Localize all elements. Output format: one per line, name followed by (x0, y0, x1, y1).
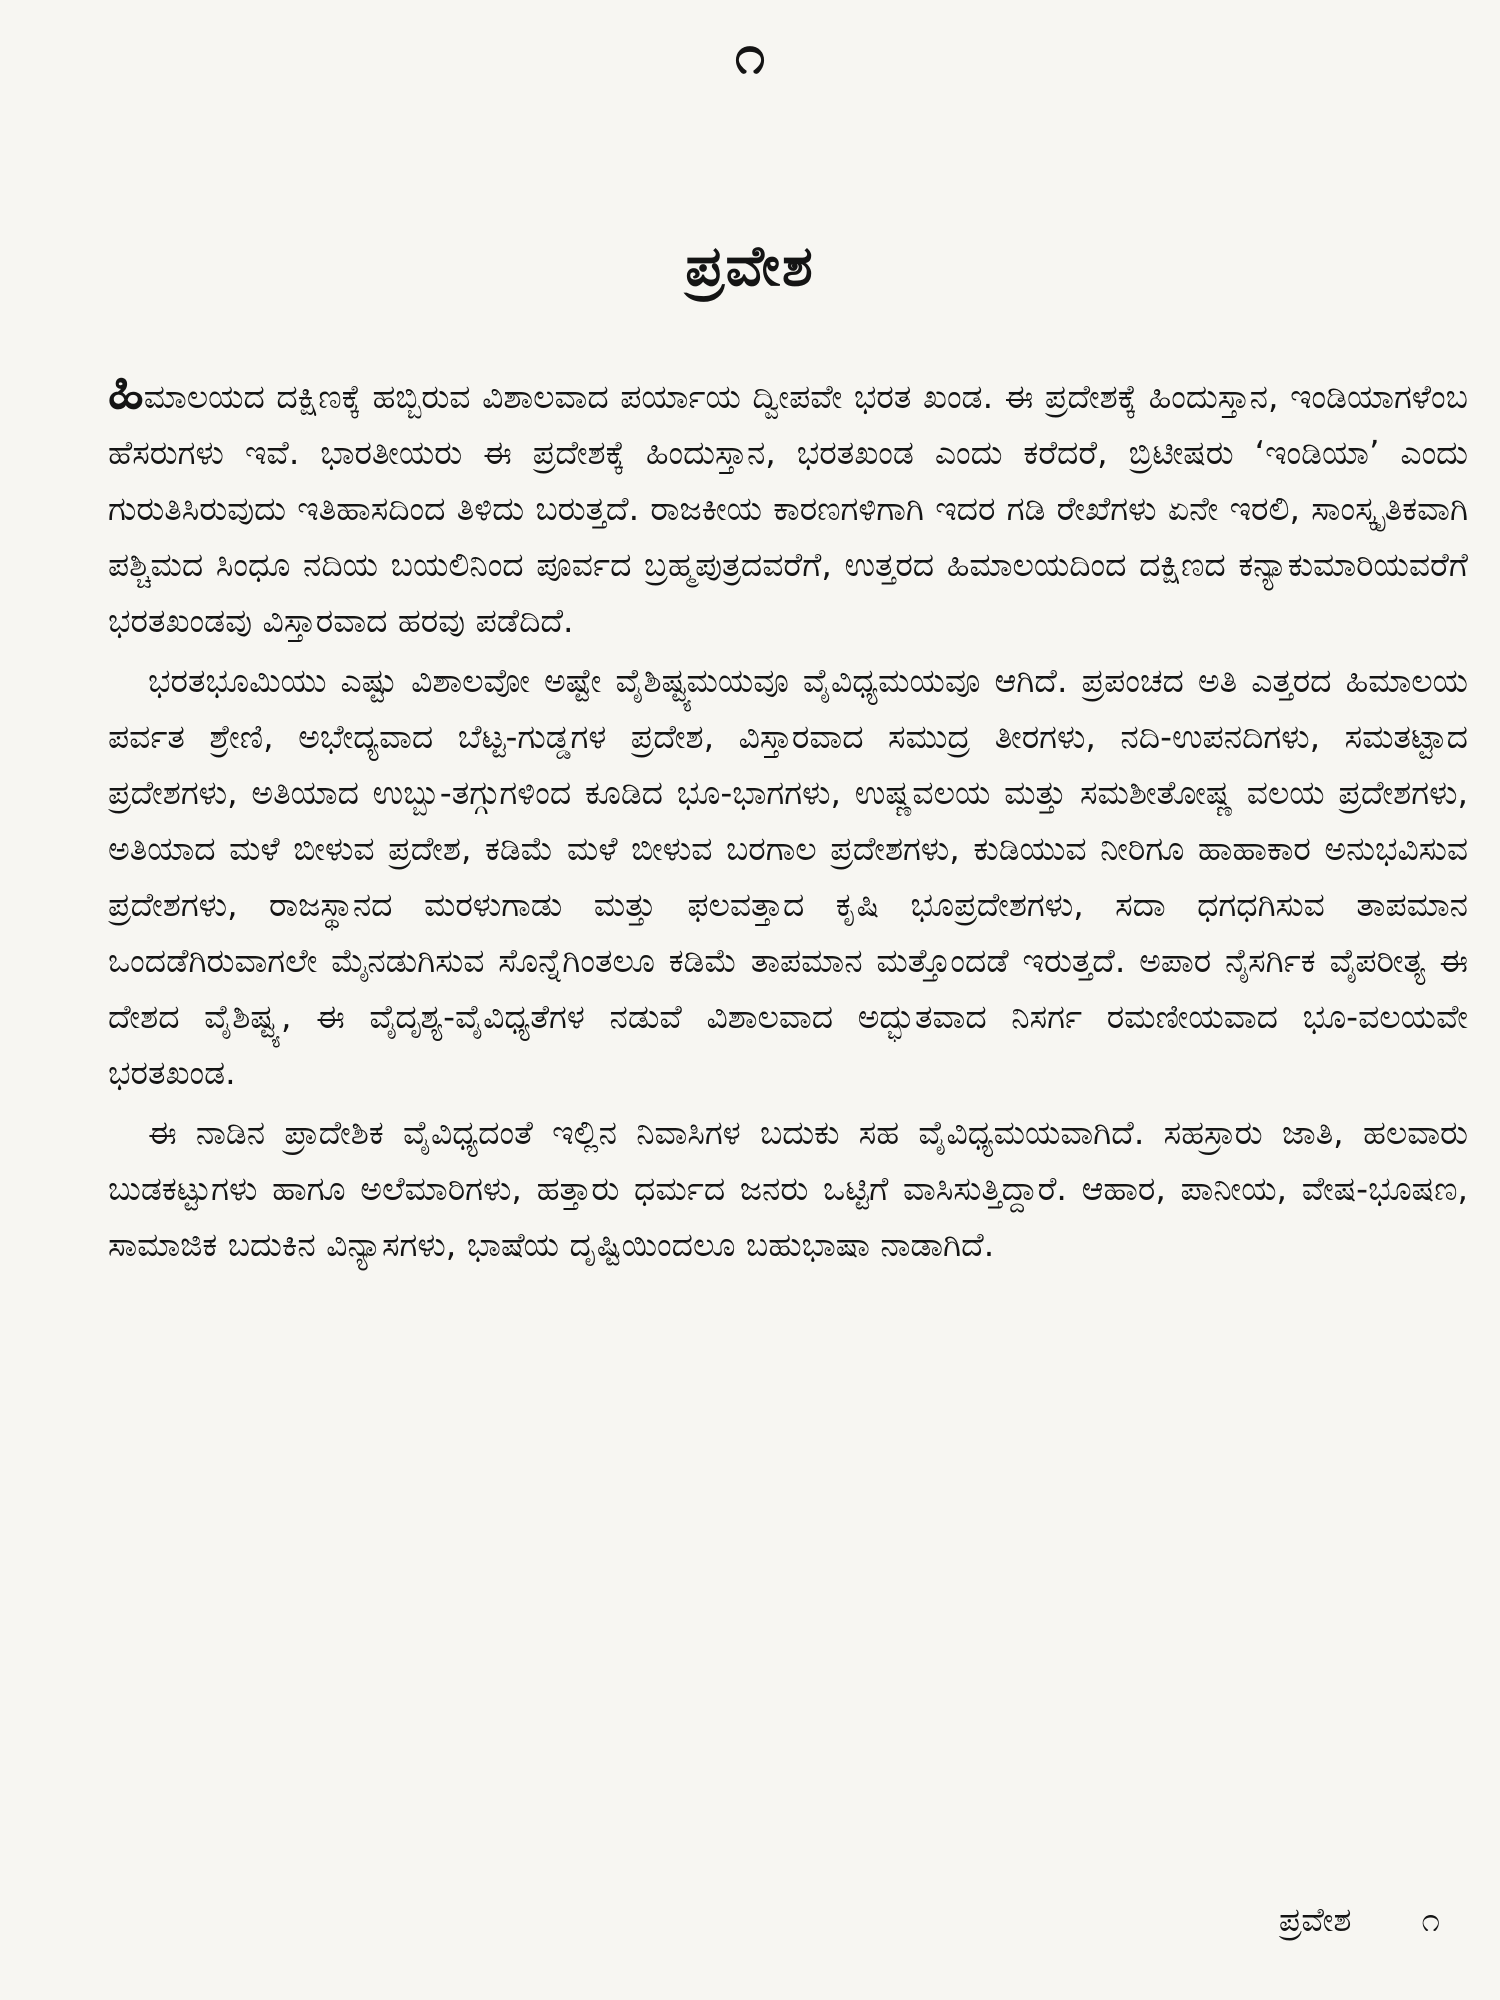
chapter-title: ಪ್ರವೇಶ (685, 233, 815, 299)
paragraph-3 (108, 1105, 1468, 1273)
drop-char: ಹಿ (108, 361, 144, 421)
top-page-number: ೧ (734, 23, 766, 86)
footer-running-title: ಪ್ರವೇಶ (1278, 1900, 1352, 1939)
paragraph-2-text: ಭರತಭೂಮಿಯು ಎಷ್ಟು ವಿಶಾಲವೋ ಅಷ್ಟೇ ವೈಶಿಷ್ಟ್ಯಮಯವೂ ವೈವಿಧ್ಯಮಯವೂ ಆಗಿದೆ. ಪ್ರಪಂಚದ ಅತಿ ಎತ್ತರದ ಹಿಮಾಲಯ ಪರ್ವತ ಶ್ರೇಣಿ, ಅಭೇದ್ಯವಾದ ಬೆಟ್ಟ-ಗುಡ್ಡಗಳ ಪ್ರದೇಶ, ವಿಸ್ತಾರವಾದ ಸಮುದ್ರ ತೀರಗಳು, ನದಿ-ಉಪನದಿಗಳು, ಸಮತಟ್ಟಾದ ಪ್ರದೇಶಗಳು, ಅತಿಯಾದ ಉಬ್ಬು-ತಗ್ಗುಗಳಿಂದ ಕೂಡಿದ ಭೂ-ಭಾಗಗಳು, ಉಷ್ಣವಲಯ ಮತ್ತು ಸಮಶೀತೋಷ್ಣ ವಲಯ ಪ್ರದೇಶಗಳು, ಅತಿಯಾದ ಮಳೆ ಬೀಳುವ ಪ್ರದೇಶ, ಕಡಿಮೆ ಮಳೆ ಬೀಳುವ ಬರಗಾಲ ಪ್ರದೇಶಗಳು, ಕುಡಿಯುವ ನೀರಿಗೂ ಹಾಹಾಕಾರ ಅನುಭವಿಸುವ ಪ್ರದೇಶಗಳು, ರಾಜಸ್ಥಾನದ ಮರಳುಗಾಡು ಮತ್ತು ಫಲವತ್ತಾದ ಕೃಷಿ ಭೂಪ್ರದೇಶಗಳು, ಸದಾ ಧಗಧಗಿಸುವ ತಾಪಮಾನ ಒಂದಡೆಗಿರುವಾಗಲೇ ಮೈನಡುಗಿಸುವ ಸೊನ್ನೆಗಿಂತಲೂ ಕಡಿಮೆ ತಾಪಮಾನ ಮತ್ತೊಂದಡೆ ಇರುತ್ತದೆ. ಅಪಾರ ನೈಸರ್ಗಿಕ ವೈಪರೀತ್ಯ ಈ ದೇಶದ ವೈಶಿಷ್ಟ್ಯ, ಈ ವೈದೃಶ್ಯ-ವೈವಿಧ್ಯತೆಗಳ ನಡುವೆ ವಿಶಾಲವಾದ ಅದ್ಭುತವಾದ ನಿಸರ್ಗ ರಮಣೀಯವಾದ ಭೂ-ವಲಯವೇ ಭರತಖಂಡ. (108, 661, 1468, 1092)
footer-page-number: ೧ (1421, 1900, 1440, 1939)
paragraph-1-text: ಮಾಲಯದ ದಕ್ಷಿಣಕ್ಕೆ ಹಬ್ಬಿರುವ ವಿಶಾಲವಾದ ಪರ್ಯಾಯ ದ್ವೀಪವೇ ಭರತ ಖಂಡ. ಈ ಪ್ರದೇಶಕ್ಕೆ ಹಿಂದುಸ್ತಾನ, ಇಂಡಿಯಾಗಳೆಂಬ ಹೆಸರುಗಳು ಇವೆ. ಭಾರತೀಯರು ಈ ಪ್ರದೇಶಕ್ಕೆ ಹಿಂದುಸ್ತಾನ, ಭರತಖಂಡ ಎಂದು ಕರೆದರೆ, ಬ್ರಿಟೀಷರು ‘ಇಂಡಿಯಾ’ ಎಂದು ಗುರುತಿಸಿರುವುದು ಇತಿಹಾಸದಿಂದ ತಿಳಿದು ಬರುತ್ತದೆ. ರಾಜಕೀಯ ಕಾರಣಗಳಿಗಾಗಿ ಇದರ ಗಡಿ ರೇಖೆಗಳು ಏನೇ ಇರಲಿ, ಸಾಂಸ್ಕೃತಿಕವಾಗಿ ಪಶ್ಚಿಮದ ಸಿಂಧೂ ನದಿಯ ಬಯಲಿನಿಂದ ಪೂರ್ವದ ಬ್ರಹ್ಮಪುತ್ರದವರೆಗೆ, ಉತ್ತರದ ಹಿಮಾಲಯದಿಂದ ದಕ್ಷಿಣದ ಕನ್ಯಾಕುಮಾರಿಯವರೆಗೆ ಭರತಖಂಡವು ವಿಸ್ತಾರವಾದ ಹರವು ಪಡೆದಿದೆ. (108, 377, 1468, 640)
paragraph-2 (108, 653, 1468, 1101)
paragraph-3-text: ಈ ನಾಡಿನ ಪ್ರಾದೇಶಿಕ ವೈವಿಧ್ಯದಂತೆ ಇಲ್ಲಿನ ನಿವಾಸಿಗಳ ಬದುಕು ಸಹ ವೈವಿಧ್ಯಮಯವಾಗಿದೆ. ಸಹಸ್ರಾರು ಜಾತಿ, ಹಲವಾರು ಬುಡಕಟ್ಟುಗಳು ಹಾಗೂ ಅಲೆಮಾರಿಗಳು, ಹತ್ತಾರು ಧರ್ಮದ ಜನರು ಒಟ್ಟಿಗೆ ವಾಸಿಸುತ್ತಿದ್ದಾರೆ. ಆಹಾರ, ಪಾನೀಯ, ವೇಷ-ಭೂಷಣ, ಸಾಮಾಜಿಕ ಬದುಕಿನ ವಿನ್ಯಾಸಗಳು, ಭಾಷೆಯ ದೃಷ್ಟಿಯಿಂದಲೂ ಬಹುಭಾಷಾ ನಾಡಾಗಿದೆ. (108, 1113, 1468, 1264)
page-footer (1279, 1900, 1440, 1940)
body-text (108, 361, 1468, 1277)
paragraph-1 (108, 361, 1468, 649)
